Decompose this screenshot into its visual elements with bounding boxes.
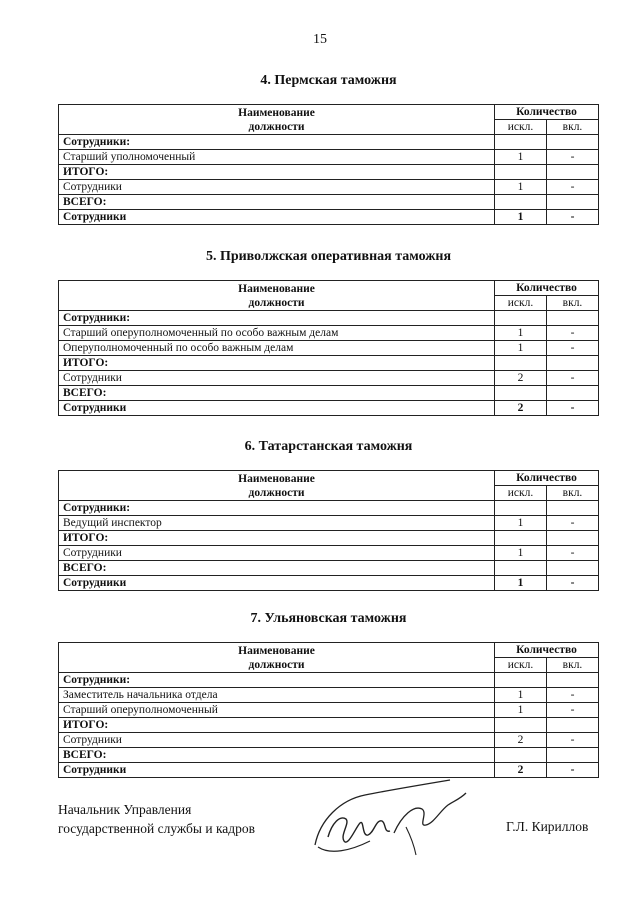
row-iskl: 1 bbox=[495, 180, 547, 195]
table-row bbox=[59, 371, 599, 386]
row-vkl: - bbox=[547, 516, 599, 531]
row-iskl bbox=[495, 501, 547, 516]
section-4 bbox=[58, 72, 599, 225]
header-qty: Количество bbox=[495, 643, 599, 658]
header-name-line1: Наименование bbox=[238, 644, 315, 657]
section-7 bbox=[58, 610, 599, 778]
row-vkl: - bbox=[547, 688, 599, 703]
row-iskl bbox=[495, 356, 547, 371]
table-row bbox=[59, 673, 599, 688]
row-vkl: - bbox=[547, 341, 599, 356]
header-name-cell bbox=[59, 281, 495, 311]
header-qty: Количество bbox=[495, 471, 599, 486]
table-row bbox=[59, 688, 599, 703]
staff-table bbox=[58, 280, 599, 416]
row-label: Сотрудники: bbox=[59, 501, 495, 516]
row-iskl: 1 bbox=[495, 576, 547, 591]
header-vkl: вкл. bbox=[547, 120, 599, 135]
row-label: ВСЕГО: bbox=[59, 195, 495, 210]
header-name-line2: должности bbox=[248, 486, 305, 499]
section-title: 7. Ульяновская таможня bbox=[250, 611, 407, 626]
row-vkl bbox=[547, 356, 599, 371]
row-iskl: 1 bbox=[495, 546, 547, 561]
row-label: Ведущий инспектор bbox=[59, 516, 495, 531]
table-row bbox=[59, 311, 599, 326]
row-iskl: 1 bbox=[495, 326, 547, 341]
section-title: 5. Приволжская оперативная таможня bbox=[205, 249, 452, 264]
row-iskl bbox=[495, 165, 547, 180]
row-label: Сотрудники: bbox=[59, 135, 495, 150]
table-row bbox=[59, 718, 599, 733]
table-row bbox=[59, 386, 599, 401]
row-label: Сотрудники bbox=[59, 401, 495, 416]
row-iskl bbox=[495, 718, 547, 733]
table-row bbox=[59, 356, 599, 371]
row-vkl bbox=[547, 165, 599, 180]
row-vkl: - bbox=[547, 326, 599, 341]
row-vkl bbox=[547, 386, 599, 401]
row-iskl bbox=[495, 386, 547, 401]
table-row bbox=[59, 135, 599, 150]
row-iskl bbox=[495, 195, 547, 210]
staff-table bbox=[58, 642, 599, 778]
signature-image bbox=[310, 775, 470, 860]
row-label: Сотрудники bbox=[59, 763, 495, 778]
row-iskl: 1 bbox=[495, 516, 547, 531]
row-label: Старший уполномоченный bbox=[59, 150, 495, 165]
table-row bbox=[59, 703, 599, 718]
row-label: ВСЕГО: bbox=[59, 748, 495, 763]
table-row bbox=[59, 401, 599, 416]
row-vkl bbox=[547, 195, 599, 210]
table-row bbox=[59, 546, 599, 561]
row-label: Старший оперуполномоченный bbox=[59, 703, 495, 718]
row-label: ВСЕГО: bbox=[59, 561, 495, 576]
header-iskl: искл. bbox=[495, 486, 547, 501]
row-label: ИТОГО: bbox=[59, 165, 495, 180]
table-row bbox=[59, 748, 599, 763]
header-name-line1: Наименование bbox=[238, 106, 315, 119]
row-iskl bbox=[495, 531, 547, 546]
row-vkl bbox=[547, 135, 599, 150]
row-vkl bbox=[547, 311, 599, 326]
table-row bbox=[59, 531, 599, 546]
row-label: ИТОГО: bbox=[59, 531, 495, 546]
row-iskl: 2 bbox=[495, 401, 547, 416]
row-iskl bbox=[495, 311, 547, 326]
table-row bbox=[59, 516, 599, 531]
page-number: 15 bbox=[313, 32, 327, 47]
row-label: Сотрудники bbox=[59, 733, 495, 748]
staff-table bbox=[58, 104, 599, 225]
row-label: Сотрудники bbox=[59, 371, 495, 386]
row-vkl: - bbox=[547, 180, 599, 195]
table-row bbox=[59, 195, 599, 210]
signer-name: Г.Л. Кириллов bbox=[506, 819, 589, 834]
row-iskl bbox=[495, 135, 547, 150]
table-row bbox=[59, 501, 599, 516]
signer-position bbox=[58, 800, 255, 838]
header-vkl: вкл. bbox=[547, 658, 599, 673]
header-vkl: вкл. bbox=[547, 296, 599, 311]
row-label: Сотрудники: bbox=[59, 311, 495, 326]
header-vkl: вкл. bbox=[547, 486, 599, 501]
row-label: Сотрудники bbox=[59, 546, 495, 561]
row-vkl: - bbox=[547, 763, 599, 778]
table-row bbox=[59, 576, 599, 591]
table-row bbox=[59, 326, 599, 341]
row-vkl: - bbox=[547, 371, 599, 386]
row-label: ИТОГО: bbox=[59, 718, 495, 733]
header-name-line2: должности bbox=[248, 296, 305, 309]
header-qty: Количество bbox=[495, 281, 599, 296]
header-name-line2: должности bbox=[248, 658, 305, 671]
row-iskl: 1 bbox=[495, 703, 547, 718]
position-line-2: государственной службы и кадров bbox=[58, 821, 256, 836]
row-iskl: 2 bbox=[495, 733, 547, 748]
row-vkl bbox=[547, 561, 599, 576]
row-vkl bbox=[547, 748, 599, 763]
row-label: Оперуполномоченный по особо важным делам bbox=[59, 341, 495, 356]
header-name-line1: Наименование bbox=[238, 282, 315, 295]
row-iskl: 2 bbox=[495, 371, 547, 386]
row-vkl: - bbox=[547, 576, 599, 591]
row-iskl: 1 bbox=[495, 150, 547, 165]
row-iskl bbox=[495, 561, 547, 576]
header-name-cell bbox=[59, 643, 495, 673]
staff-table bbox=[58, 470, 599, 591]
section-title: 4. Пермская таможня bbox=[260, 73, 397, 88]
header-name-line2: должности bbox=[248, 120, 305, 133]
row-label: Сотрудники: bbox=[59, 673, 495, 688]
row-vkl: - bbox=[547, 401, 599, 416]
row-vkl: - bbox=[547, 150, 599, 165]
table-row bbox=[59, 165, 599, 180]
row-vkl bbox=[547, 531, 599, 546]
position-line-1: Начальник Управления bbox=[58, 802, 192, 817]
table-row bbox=[59, 561, 599, 576]
section-title: 6. Татарстанская таможня bbox=[244, 439, 413, 454]
table-row bbox=[59, 733, 599, 748]
row-iskl: 2 bbox=[495, 763, 547, 778]
row-label: Заместитель начальника отдела bbox=[59, 688, 495, 703]
row-iskl: 1 bbox=[495, 210, 547, 225]
row-label: Сотрудники bbox=[59, 180, 495, 195]
table-row bbox=[59, 210, 599, 225]
row-label: ИТОГО: bbox=[59, 356, 495, 371]
header-iskl: искл. bbox=[495, 120, 547, 135]
row-iskl: 1 bbox=[495, 341, 547, 356]
section-5 bbox=[58, 248, 599, 416]
row-label: Сотрудники bbox=[59, 576, 495, 591]
row-iskl bbox=[495, 748, 547, 763]
header-name-cell bbox=[59, 471, 495, 501]
row-label: Старший оперуполномоченный по особо важным делам bbox=[59, 326, 495, 341]
header-iskl: искл. bbox=[495, 296, 547, 311]
row-vkl: - bbox=[547, 210, 599, 225]
row-iskl bbox=[495, 673, 547, 688]
row-vkl bbox=[547, 718, 599, 733]
row-label: Сотрудники bbox=[59, 210, 495, 225]
header-name-cell bbox=[59, 105, 495, 135]
row-vkl bbox=[547, 501, 599, 516]
header-iskl: искл. bbox=[495, 658, 547, 673]
table-row bbox=[59, 150, 599, 165]
row-label: ВСЕГО: bbox=[59, 386, 495, 401]
table-row bbox=[59, 180, 599, 195]
header-name-line1: Наименование bbox=[238, 472, 315, 485]
row-iskl: 1 bbox=[495, 688, 547, 703]
row-vkl: - bbox=[547, 703, 599, 718]
row-vkl bbox=[547, 673, 599, 688]
row-vkl: - bbox=[547, 546, 599, 561]
row-vkl: - bbox=[547, 733, 599, 748]
section-6 bbox=[58, 438, 599, 591]
header-qty: Количество bbox=[495, 105, 599, 120]
table-row bbox=[59, 341, 599, 356]
